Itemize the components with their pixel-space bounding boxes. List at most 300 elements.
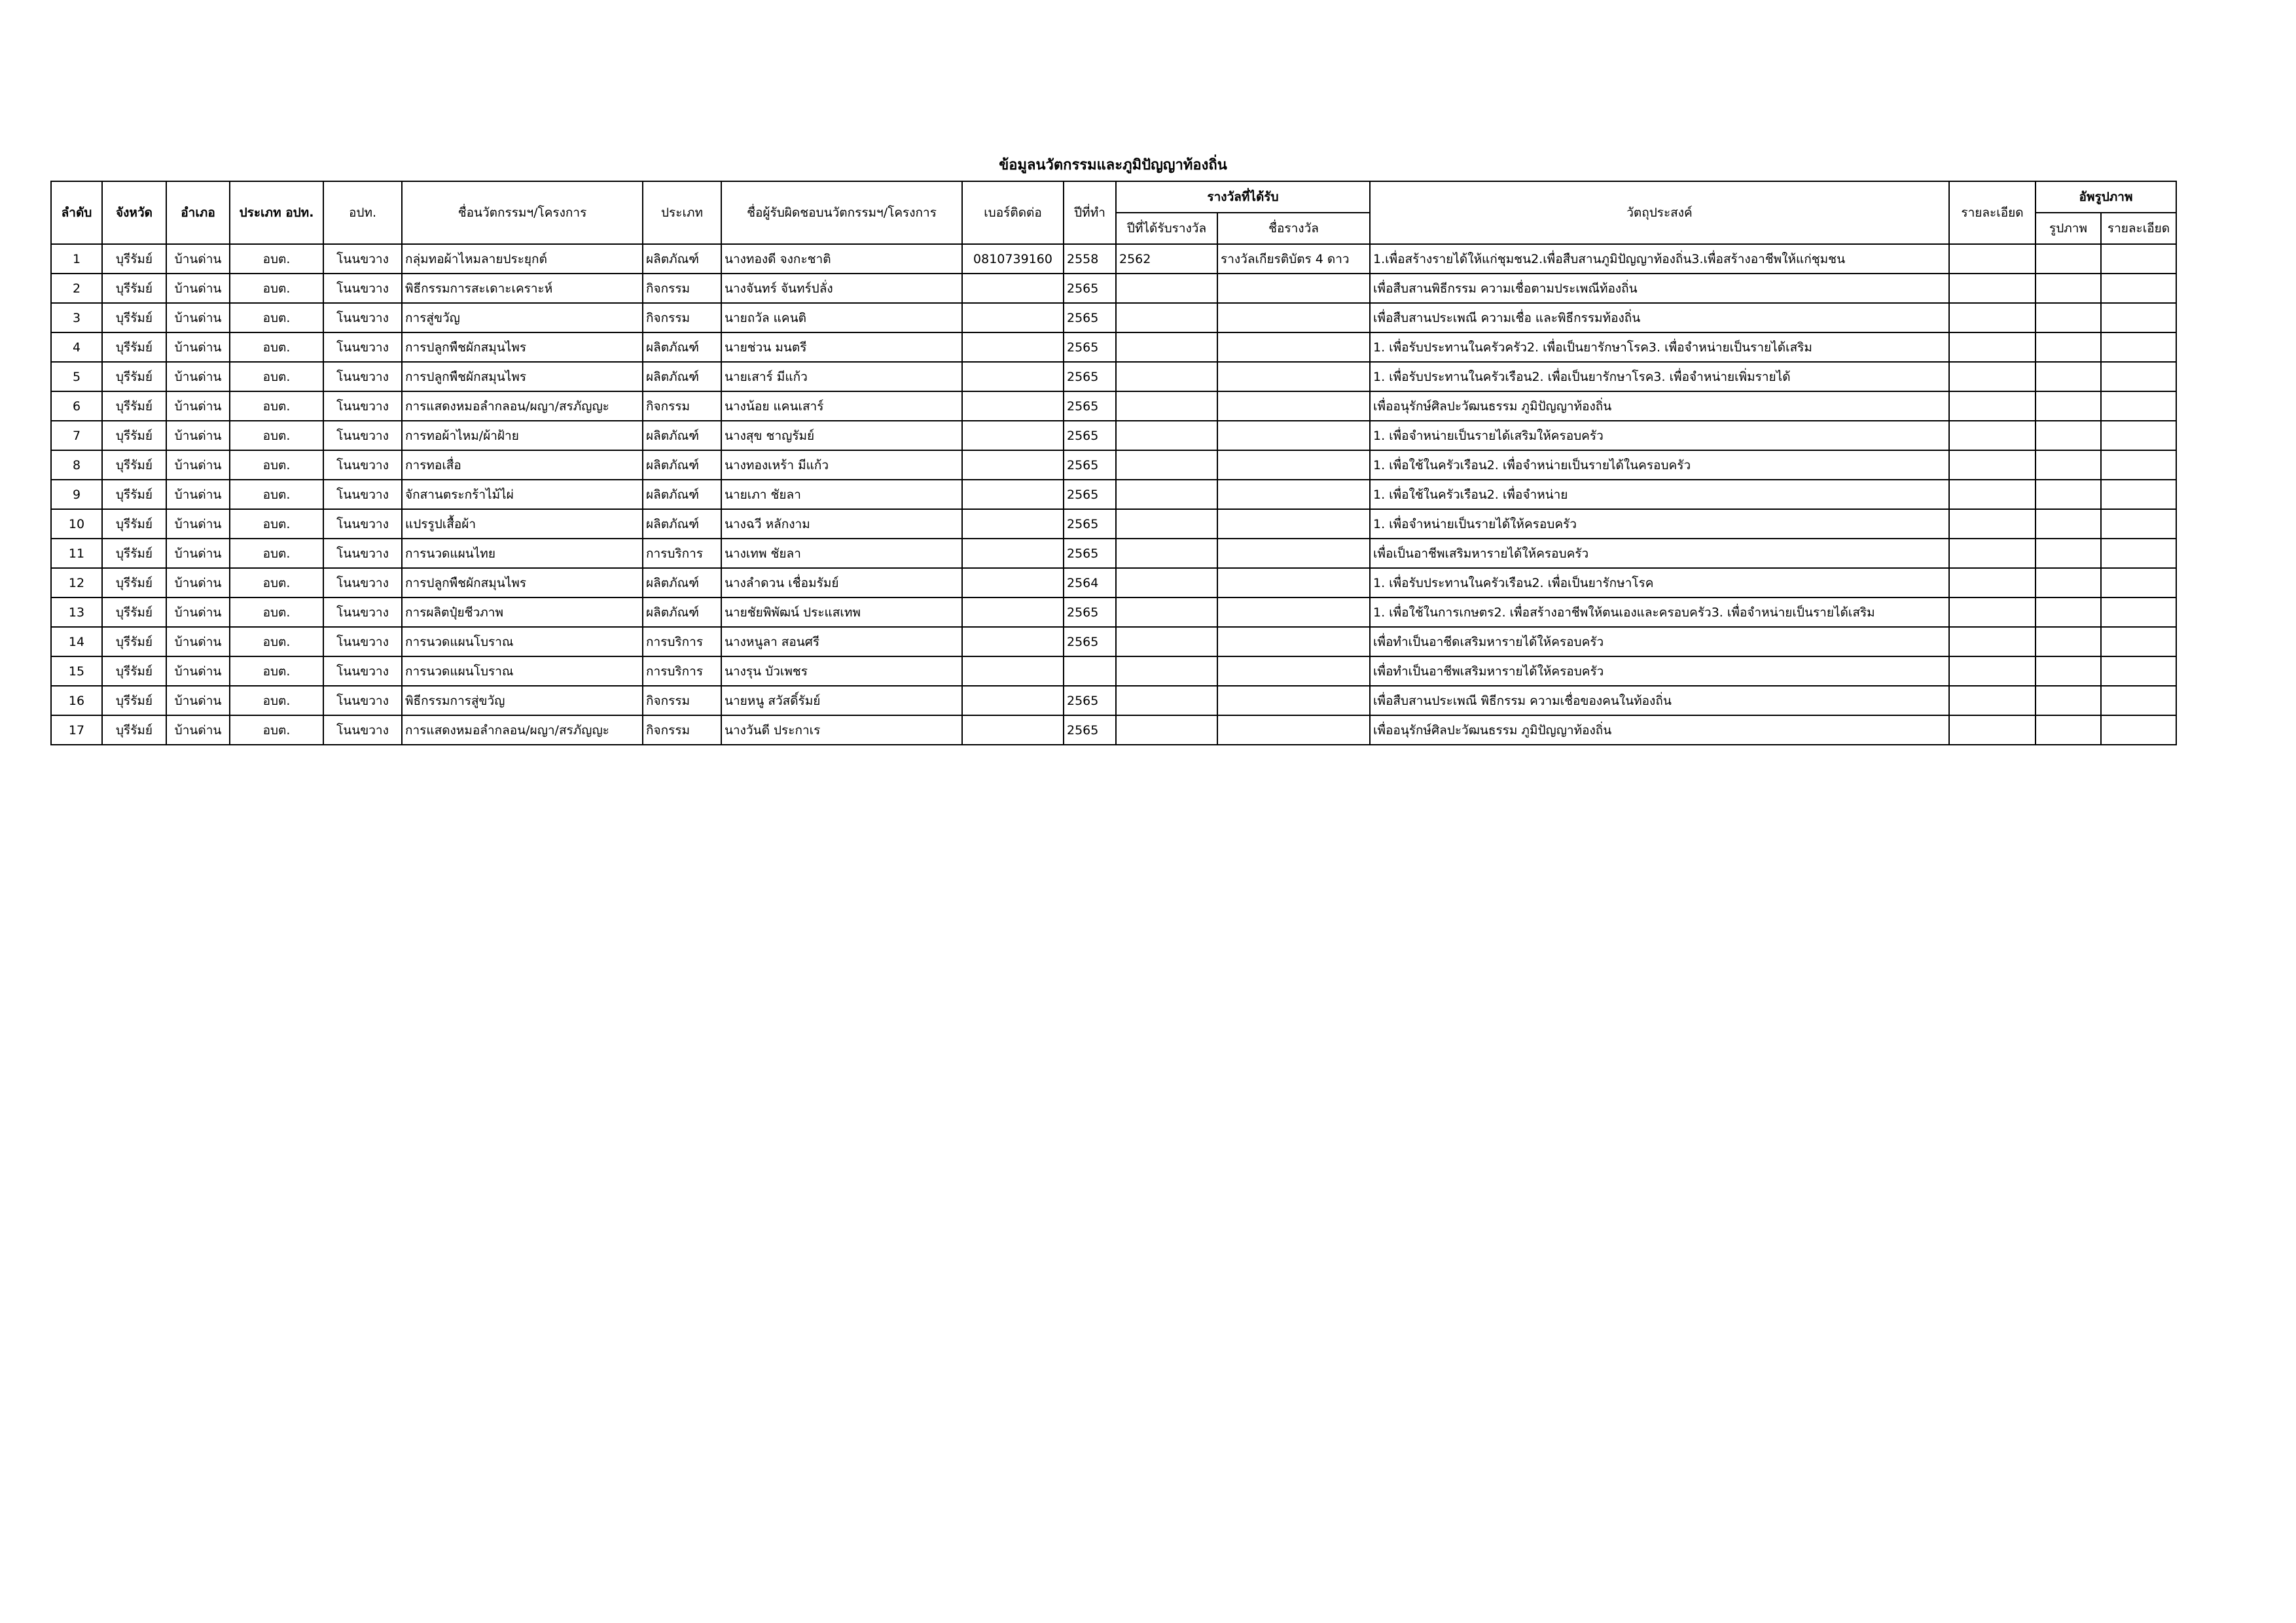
header-upload-group: อัพรูปภาพ [2036,181,2176,213]
cell-province: บุรีรัมย์ [102,715,166,745]
cell-details [1949,244,2036,274]
cell-year: 2565 [1064,509,1116,539]
cell-district: บ้านด่าน [166,715,230,745]
cell-province: บุรีรัมย์ [102,656,166,686]
cell-upload-image [2036,509,2101,539]
cell-province: บุรีรัมย์ [102,244,166,274]
cell-award-name [1217,539,1370,568]
cell-type: ผลิตภัณฑ์ [643,244,721,274]
cell-upload-image [2036,686,2101,715]
cell-award-year [1116,568,1217,597]
cell-lao: โนนขวาง [323,332,402,362]
cell-award-name [1217,362,1370,391]
cell-district: บ้านด่าน [166,480,230,509]
cell-objective: 1. เพื่อจำหน่ายเป็นรายได้ให้ครอบครัว [1370,509,1949,539]
cell-innovation-name: การแสดงหมอลำกลอน/ผญา/สรภัญญะ [402,391,643,421]
table-row [51,715,2176,745]
cell-upload-image [2036,715,2101,745]
cell-no: 3 [51,303,102,332]
cell-innovation-name: การสู่ขวัญ [402,303,643,332]
cell-details [1949,568,2036,597]
cell-innovation-name: จักสานตระกร้าไม้ไผ่ [402,480,643,509]
cell-details [1949,391,2036,421]
cell-award-year [1116,274,1217,303]
header-year: ปีที่ทำ [1064,181,1116,244]
cell-innovation-name: พิธีกรรมการสู่ขวัญ [402,686,643,715]
cell-details [1949,509,2036,539]
cell-phone [962,627,1064,656]
cell-lao-type: อบต. [230,274,323,303]
table-row [51,686,2176,715]
table-row [51,450,2176,480]
cell-innovation-name: การแสดงหมอลำกลอน/ผญา/สรภัญญะ [402,715,643,745]
cell-award-year [1116,539,1217,568]
cell-province: บุรีรัมย์ [102,597,166,627]
cell-objective: 1. เพื่อรับประทานในครัวเรือน2. เพื่อเป็นยารักษาโรค [1370,568,1949,597]
cell-no: 1 [51,244,102,274]
cell-lao: โนนขวาง [323,597,402,627]
cell-no: 16 [51,686,102,715]
cell-phone [962,715,1064,745]
cell-owner: นางวันดี ประกาเร [721,715,962,745]
cell-district: บ้านด่าน [166,539,230,568]
cell-details [1949,332,2036,362]
cell-details [1949,627,2036,656]
header-type: ประเภท [643,181,721,244]
cell-no: 8 [51,450,102,480]
cell-lao-type: อบต. [230,450,323,480]
cell-no: 10 [51,509,102,539]
cell-year: 2565 [1064,274,1116,303]
header-phone: เบอร์ติดต่อ [962,181,1064,244]
cell-upload-details [2101,303,2176,332]
cell-upload-details [2101,274,2176,303]
cell-owner: นางลำดวน เชื่อมรัมย์ [721,568,962,597]
cell-objective: เพื่อทำเป็นอาชีดเสริมหารายได้ให้ครอบครัว [1370,627,1949,656]
cell-year: 2565 [1064,715,1116,745]
header-details: รายละเอียด [1949,181,2036,244]
cell-owner: นางจันทร์ จันทร์ปลั่ง [721,274,962,303]
cell-type: กิจกรรม [643,274,721,303]
cell-district: บ้านด่าน [166,656,230,686]
cell-lao-type: อบต. [230,715,323,745]
cell-no: 5 [51,362,102,391]
cell-objective: 1. เพื่อรับประทานในครัวครัว2. เพื่อเป็นยารักษาโรค3. เพื่อจำหน่ายเป็นรายได้เสริม [1370,332,1949,362]
cell-lao: โนนขวาง [323,686,402,715]
cell-province: บุรีรัมย์ [102,480,166,509]
cell-lao-type: อบต. [230,421,323,450]
cell-owner: นางหนูลา สอนศรี [721,627,962,656]
cell-award-name [1217,509,1370,539]
cell-phone [962,421,1064,450]
cell-lao-type: อบต. [230,656,323,686]
cell-details [1949,362,2036,391]
cell-award-year [1116,362,1217,391]
cell-district: บ้านด่าน [166,332,230,362]
cell-province: บุรีรัมย์ [102,450,166,480]
cell-upload-details [2101,450,2176,480]
cell-upload-image [2036,480,2101,509]
cell-year: 2565 [1064,686,1116,715]
cell-year: 2565 [1064,303,1116,332]
table-row [51,539,2176,568]
cell-objective: 1. เพื่อใช้ในการเกษตร2. เพื่อสร้างอาชีพให้ตนเองและครอบครัว3. เพื่อจำหน่ายเป็นรายได้เสริม [1370,597,1949,627]
cell-upload-image [2036,362,2101,391]
table-row [51,597,2176,627]
cell-lao-type: อบต. [230,686,323,715]
cell-objective: 1. เพื่อรับประทานในครัวเรือน2. เพื่อเป็นยารักษาโรค3. เพื่อจำหน่ายเพิ่มรายได้ [1370,362,1949,391]
cell-no: 14 [51,627,102,656]
cell-province: บุรีรัมย์ [102,509,166,539]
cell-province: บุรีรัมย์ [102,421,166,450]
table-row [51,332,2176,362]
table-row [51,303,2176,332]
table-row [51,274,2176,303]
cell-award-year [1116,332,1217,362]
cell-upload-image [2036,656,2101,686]
cell-upload-details [2101,509,2176,539]
cell-year: 2565 [1064,450,1116,480]
cell-objective: เพื่อสืบสานประเพณี ความเชื่อ และพิธีกรรมท้องถิ่น [1370,303,1949,332]
cell-type: ผลิตภัณฑ์ [643,480,721,509]
cell-lao: โนนขวาง [323,715,402,745]
header-upload-details: รายละเอียด [2101,213,2176,244]
header-innovation-name: ชื่อนวัตกรรมฯ/โครงการ [402,181,643,244]
cell-district: บ้านด่าน [166,568,230,597]
cell-phone [962,362,1064,391]
cell-owner: นายถวัล แคนติ [721,303,962,332]
sheet-title: ข้อมูลนวัตกรรมและภูมิปัญญาท้องถิ่น [999,157,1227,173]
cell-no: 15 [51,656,102,686]
cell-upload-details [2101,244,2176,274]
cell-innovation-name: การนวดแผนโบราณ [402,627,643,656]
cell-no: 6 [51,391,102,421]
cell-lao: โนนขวาง [323,539,402,568]
cell-lao: โนนขวาง [323,627,402,656]
cell-phone [962,539,1064,568]
cell-type: ผลิตภัณฑ์ [643,509,721,539]
header-award-year: ปีที่ได้รับรางวัล [1116,213,1217,244]
table-row [51,627,2176,656]
cell-phone [962,450,1064,480]
table-row [51,656,2176,686]
cell-upload-image [2036,597,2101,627]
cell-award-year: 2562 [1116,244,1217,274]
cell-type: การบริการ [643,539,721,568]
cell-owner: นางน้อย แคนเสาร์ [721,391,962,421]
cell-district: บ้านด่าน [166,421,230,450]
cell-district: บ้านด่าน [166,450,230,480]
cell-objective: 1.เพื่อสร้างรายได้ให้แก่ชุมชน2.เพื่อสืบสานภูมิปัญญาท้องถิ่น3.เพื่อสร้างอาชีพให้แก่ชุมชน [1370,244,1949,274]
innovation-table [50,181,2177,745]
cell-upload-details [2101,480,2176,509]
table-body [51,244,2176,745]
header-owner: ชื่อผู้รับผิดชอบนวัตกรรมฯ/โครงการ [721,181,962,244]
cell-objective: 1. เพื่อใช้ในครัวเรือน2. เพื่อจำหน่ายเป็นรายได้ในครอบครัว [1370,450,1949,480]
cell-upload-image [2036,332,2101,362]
cell-phone [962,656,1064,686]
table-row [51,362,2176,391]
cell-type: ผลิตภัณฑ์ [643,332,721,362]
cell-innovation-name: การปลูกพืชผักสมุนไพร [402,332,643,362]
cell-year: 2565 [1064,332,1116,362]
cell-award-name [1217,391,1370,421]
cell-lao: โนนขวาง [323,568,402,597]
cell-phone [962,509,1064,539]
header-no: ลำดับ [51,181,102,244]
cell-lao-type: อบต. [230,509,323,539]
cell-lao: โนนขวาง [323,362,402,391]
header-award-name: ชื่อรางวัล [1217,213,1370,244]
cell-innovation-name: การผลิตปุ๋ยชีวภาพ [402,597,643,627]
cell-district: บ้านด่าน [166,686,230,715]
cell-no: 17 [51,715,102,745]
cell-award-year [1116,450,1217,480]
cell-upload-image [2036,539,2101,568]
header-award-group: รางวัลที่ได้รับ [1116,181,1370,213]
cell-lao-type: อบต. [230,597,323,627]
cell-lao: โนนขวาง [323,450,402,480]
cell-district: บ้านด่าน [166,509,230,539]
cell-owner: นายหนู สวัสดิ์รัมย์ [721,686,962,715]
cell-phone [962,332,1064,362]
cell-type: ผลิตภัณฑ์ [643,421,721,450]
cell-upload-image [2036,627,2101,656]
cell-upload-details [2101,362,2176,391]
cell-award-name [1217,480,1370,509]
cell-objective: เพื่อเป็นอาชีพเสริมหารายได้ให้ครอบครัว [1370,539,1949,568]
cell-upload-details [2101,421,2176,450]
cell-award-year [1116,597,1217,627]
cell-details [1949,303,2036,332]
cell-award-year [1116,391,1217,421]
header-objective: วัตถุประสงค์ [1370,181,1949,244]
cell-owner: นางรุน บัวเพชร [721,656,962,686]
cell-district: บ้านด่าน [166,597,230,627]
cell-objective: เพื่ออนุรักษ์ศิลปะวัฒนธรรม ภูมิปัญญาท้องถิ่น [1370,391,1949,421]
cell-award-year [1116,686,1217,715]
cell-upload-image [2036,421,2101,450]
cell-owner: นางสุข ชาญรัมย์ [721,421,962,450]
cell-no: 2 [51,274,102,303]
cell-owner: นางฉวี หลักงาม [721,509,962,539]
cell-lao: โนนขวาง [323,303,402,332]
cell-award-year [1116,421,1217,450]
header-province: จังหวัด [102,181,166,244]
cell-owner: นางทองดี จงกะชาติ [721,244,962,274]
cell-owner: นางเทพ ชัยลา [721,539,962,568]
cell-details [1949,480,2036,509]
cell-phone [962,480,1064,509]
cell-district: บ้านด่าน [166,274,230,303]
cell-upload-image [2036,274,2101,303]
cell-lao-type: อบต. [230,391,323,421]
cell-innovation-name: การนวดแผนโบราณ [402,656,643,686]
cell-type: กิจกรรม [643,303,721,332]
cell-province: บุรีรัมย์ [102,332,166,362]
cell-award-year [1116,509,1217,539]
cell-award-year [1116,656,1217,686]
cell-year: 2558 [1064,244,1116,274]
cell-objective: เพื่อทำเป็นอาชีพเสริมหารายได้ให้ครอบครัว [1370,656,1949,686]
cell-owner: นางทองเหร้า มีแก้ว [721,450,962,480]
table-row [51,244,2176,274]
cell-lao-type: อบต. [230,627,323,656]
cell-lao-type: อบต. [230,568,323,597]
cell-district: บ้านด่าน [166,303,230,332]
cell-district: บ้านด่าน [166,362,230,391]
cell-year: 2565 [1064,421,1116,450]
cell-lao: โนนขวาง [323,656,402,686]
cell-year: 2565 [1064,362,1116,391]
cell-owner: นายเภา ชัยลา [721,480,962,509]
cell-award-name [1217,686,1370,715]
cell-district: บ้านด่าน [166,244,230,274]
cell-upload-details [2101,539,2176,568]
cell-upload-details [2101,686,2176,715]
cell-year: 2565 [1064,597,1116,627]
cell-details [1949,656,2036,686]
cell-province: บุรีรัมย์ [102,391,166,421]
cell-owner: นายช่วน มนตรี [721,332,962,362]
table-row [51,568,2176,597]
table-row [51,509,2176,539]
cell-innovation-name: การทอผ้าไหม/ผ้าฝ้าย [402,421,643,450]
cell-objective: เพื่อสืบสานประเพณี พิธีกรรม ความเชื่อของคนในท้องถิ่น [1370,686,1949,715]
cell-innovation-name: กลุ่มทอผ้าไหมลายประยุกต์ [402,244,643,274]
header-lao: อปท. [323,181,402,244]
cell-lao: โนนขวาง [323,244,402,274]
cell-no: 4 [51,332,102,362]
cell-award-year [1116,715,1217,745]
cell-details [1949,597,2036,627]
cell-type: ผลิตภัณฑ์ [643,450,721,480]
cell-type: ผลิตภัณฑ์ [643,568,721,597]
header-lao-type: ประเภท อปท. [230,181,323,244]
cell-award-name [1217,597,1370,627]
cell-details [1949,686,2036,715]
cell-province: บุรีรัมย์ [102,274,166,303]
cell-award-name [1217,303,1370,332]
cell-lao: โนนขวาง [323,480,402,509]
cell-no: 7 [51,421,102,450]
cell-lao: โนนขวาง [323,391,402,421]
cell-year: 2565 [1064,539,1116,568]
cell-province: บุรีรัมย์ [102,539,166,568]
cell-award-year [1116,627,1217,656]
cell-lao: โนนขวาง [323,421,402,450]
cell-details [1949,450,2036,480]
cell-owner: นายเสาร์ มีแก้ว [721,362,962,391]
cell-no: 13 [51,597,102,627]
cell-award-name [1217,421,1370,450]
cell-district: บ้านด่าน [166,627,230,656]
cell-upload-details [2101,597,2176,627]
header-upload-image: รูปภาพ [2036,213,2101,244]
cell-details [1949,421,2036,450]
cell-award-name [1217,627,1370,656]
cell-innovation-name: พิธีกรรมการสะเดาะเคราะห์ [402,274,643,303]
cell-objective: เพื่อสืบสานพิธีกรรม ความเชื่อตามประเพณีท้องถิ่น [1370,274,1949,303]
cell-type: กิจกรรม [643,686,721,715]
cell-lao-type: อบต. [230,244,323,274]
header-district: อำเภอ [166,181,230,244]
cell-award-name [1217,450,1370,480]
cell-owner: นายชัยพิพัฒน์ ประแสเทพ [721,597,962,627]
cell-upload-image [2036,244,2101,274]
cell-innovation-name: การนวดแผนไทย [402,539,643,568]
cell-phone [962,686,1064,715]
cell-upload-image [2036,568,2101,597]
cell-type: กิจกรรม [643,391,721,421]
cell-phone [962,274,1064,303]
cell-upload-details [2101,656,2176,686]
cell-award-year [1116,303,1217,332]
cell-year: 2565 [1064,391,1116,421]
cell-type: การบริการ [643,627,721,656]
cell-award-name [1217,715,1370,745]
cell-award-name [1217,332,1370,362]
cell-lao-type: อบต. [230,362,323,391]
cell-phone: 0810739160 [962,244,1064,274]
cell-province: บุรีรัมย์ [102,568,166,597]
cell-type: การบริการ [643,656,721,686]
cell-no: 9 [51,480,102,509]
cell-innovation-name: การปลูกพืชผักสมุนไพร [402,362,643,391]
cell-phone [962,391,1064,421]
cell-province: บุรีรัมย์ [102,362,166,391]
cell-upload-image [2036,450,2101,480]
cell-award-year [1116,480,1217,509]
table-row [51,421,2176,450]
cell-province: บุรีรัมย์ [102,627,166,656]
cell-year: 2564 [1064,568,1116,597]
cell-year [1064,656,1116,686]
cell-phone [962,568,1064,597]
cell-upload-details [2101,391,2176,421]
cell-award-name [1217,568,1370,597]
cell-lao-type: อบต. [230,303,323,332]
cell-upload-details [2101,715,2176,745]
cell-innovation-name: การปลูกพืชผักสมุนไพร [402,568,643,597]
cell-objective: เพื่ออนุรักษ์ศิลปะวัฒนธรรม ภูมิปัญญาท้องถิ่น [1370,715,1949,745]
cell-award-name [1217,656,1370,686]
cell-details [1949,539,2036,568]
cell-upload-image [2036,303,2101,332]
header-row-1 [51,181,2176,213]
cell-no: 11 [51,539,102,568]
cell-objective: 1. เพื่อจำหน่ายเป็นรายได้เสริมให้ครอบครัว [1370,421,1949,450]
cell-province: บุรีรัมย์ [102,303,166,332]
cell-upload-image [2036,391,2101,421]
cell-objective: 1. เพื่อใช้ในครัวเรือน2. เพื่อจำหน่าย [1370,480,1949,509]
cell-award-name: รางวัลเกียรติบัตร 4 ดาว [1217,244,1370,274]
cell-upload-details [2101,627,2176,656]
cell-innovation-name: การทอเสื่อ [402,450,643,480]
cell-lao-type: อบต. [230,480,323,509]
cell-district: บ้านด่าน [166,391,230,421]
cell-year: 2565 [1064,480,1116,509]
cell-type: กิจกรรม [643,715,721,745]
cell-year: 2565 [1064,627,1116,656]
cell-details [1949,715,2036,745]
cell-phone [962,303,1064,332]
cell-phone [962,597,1064,627]
cell-lao-type: อบต. [230,332,323,362]
cell-details [1949,274,2036,303]
cell-lao: โนนขวาง [323,274,402,303]
cell-type: ผลิตภัณฑ์ [643,362,721,391]
